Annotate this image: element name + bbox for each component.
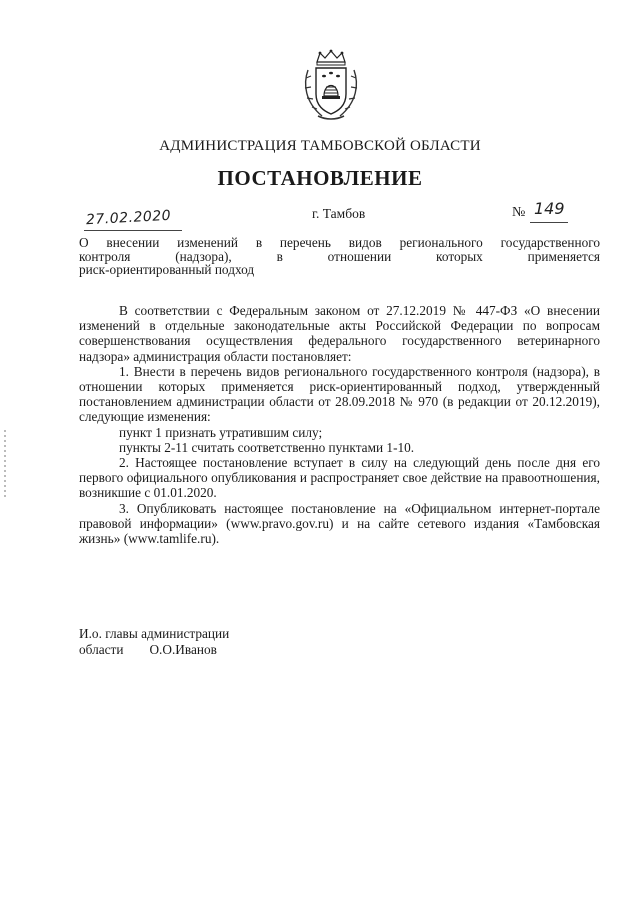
signatory-name: О.О.Иванов xyxy=(149,641,217,657)
signatory-role: И.о. главы администрации xyxy=(79,626,230,641)
document-number-label: № xyxy=(512,205,526,220)
item-1-subitem: пункт 1 признать утратившим силу; xyxy=(119,424,323,440)
organization-name: АДМИНИСТРАЦИЯ ТАМБОВСКОЙ ОБЛАСТИ xyxy=(159,138,481,154)
document-type-title: ПОСТАНОВЛЕНИЕ xyxy=(217,166,423,190)
subject-line: О внесении изменений в перечень видов регионального государственного xyxy=(79,235,600,250)
coat-of-arms-icon xyxy=(300,48,362,122)
scan-margin-mark xyxy=(4,430,6,500)
signatory-role-line2: области xyxy=(79,641,124,657)
item-1-paragraph: 1. Внести в перечень видов регионального государственного контроля (надзора), в отношении которых применяется риск-ориентированный подход, утвержденный постановлением администрации области от 28.09.2018 № 970 (в редакции от 20.12.2019), следующие изменения: xyxy=(79,363,600,425)
intro-paragraph: В соответствии с Федеральным законом от 27.12.2019 № 447-ФЗ «О внесении изменений в отдельные законодательные акты Российской Федерации по вопросам совершенствования осуществления федерального государственного ветеринарного надзора» администрация области постановляет: xyxy=(79,303,600,364)
document-number: 149 xyxy=(534,199,565,218)
date-underline xyxy=(84,230,182,231)
number-underline xyxy=(530,222,568,223)
subject-line: контроля (надзора), в отношении которых применяется xyxy=(79,248,600,264)
signature-block xyxy=(79,626,229,657)
document-date: 27.02.2020 xyxy=(85,207,172,229)
document-city: г. Тамбов xyxy=(312,206,366,221)
document-subject xyxy=(79,236,600,277)
document-body xyxy=(79,303,600,546)
item-3-paragraph: 3. Опубликовать настоящее постановление на «Официальном интернет-портале правовой информации» (www.pravo.gov.ru) и на сайте сетевого издания «Тамбовская жизнь» (www.tamlife.ru). xyxy=(79,500,600,547)
item-2-paragraph: 2. Настоящее постановление вступает в силу на следующий день после дня его первого официального опубликования и распространяет свое действие на правоотношения, возникшие с 01.01.2020. xyxy=(79,455,600,501)
item-1-subitem: пункты 2-11 считать соответственно пунктами 1-10. xyxy=(119,439,415,455)
subject-line: риск-ориентированный подход xyxy=(79,262,255,277)
